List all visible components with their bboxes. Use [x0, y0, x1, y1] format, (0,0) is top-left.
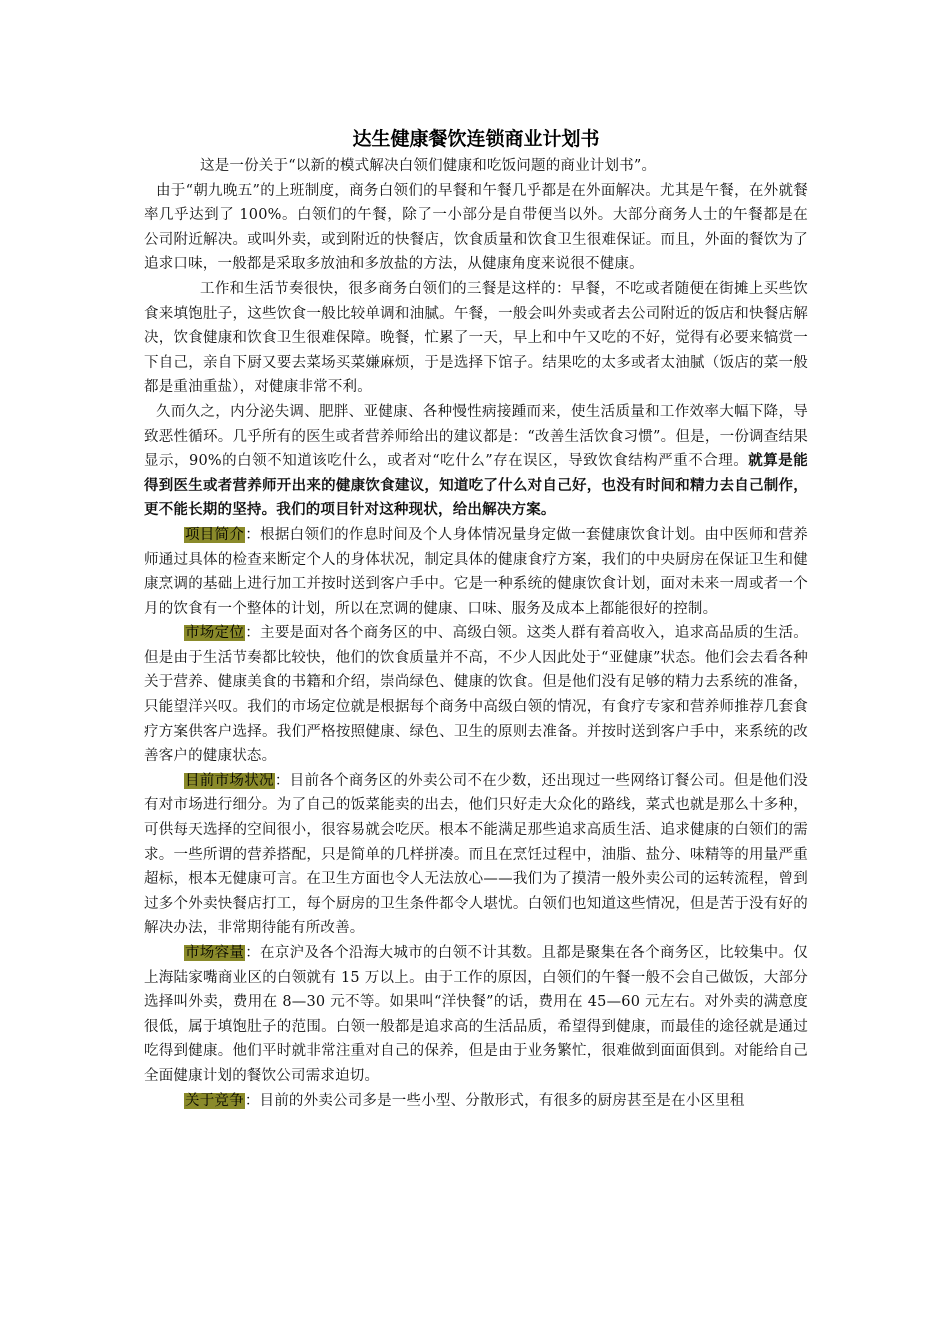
paragraph-1: 由于“朝九晚五”的上班制度，商务白领们的早餐和午餐几乎都是在外面解决。尤其是午餐，在外就餐率几乎达到了 100%。白领们的午餐，除了一小部分是自带便当以外。大部分商务人士的午餐都是在公司附近解决。或叫外卖，或到附近的快餐店，饮食质量和饮食卫生很难保证。而且，外面的餐饮为了追求口味，一般都是采取多放油和多放盐的方法，从健康角度来说很不健康。 — [144, 182, 808, 273]
section-label-highlight: 市场定位 — [185, 625, 245, 642]
paragraph-3-text: 久而久之，内分泌失调、肥胖、亚健康、各种慢性病接踵而来，使生活质量和工作效率大幅下降，导致恶性循环。几乎所有的医生或者营养师给出的建议都是：“改善生活饮食习惯”。但是，一份调查结果显示，90%的白领不知道该吃什么，或者对“吃什么”存在误区，导致饮食结构严重不合理。 — [144, 403, 808, 470]
paragraph-3-bold-text: 就算是能得到医生或者营养师开出来的健康饮食建议，知道吃了什么对自己好，也没有时间和精力去自己制作，更不能长期的坚持。我们的项目针对这种现状，给出解决方案。 — [144, 453, 808, 519]
section-text: ：主要是面对各个商务区的中、高级白领。这类人群有着高收入，追求高品质的生活。但是由于生活节奏都比较快，他们的饮食质量并不高，不少人因此处于“亚健康”状态。他们会去看各种关于营养、健康美食的书籍和介绍，崇尚绿色、健康的饮食。但是他们没有足够的精力去系统的准备，只能望洋兴叹。我们的市场定位就是根据每个商务中高级白领的情况，有食疗专家和营养师推荐几套食疗方案供客户选择。我们严格按照健康、绿色、卫生的原则去准备。并按时送到客户手中，来系统的改善客户的健康状态。 — [144, 625, 808, 765]
section-label-highlight: 市场容量 — [185, 945, 245, 961]
section-project-intro — [144, 523, 808, 621]
section-label-highlight: 项目简介 — [185, 526, 245, 543]
section-text: ：目前各个商务区的外卖公司不在少数，还出现过一些网络订餐公司。但是他们没有对市场进行细分。为了自己的饭菜能卖的出去，他们只好走大众化的路线，菜式也就是那么十多种，可供每天选择的空间很小，很容易就会吃厌。根本不能满足那些追求高质生活、追求健康的白领们的需求。一些所谓的营养搭配，只是简单的几样拼凑。而且在烹饪过程中，油脂、盐分、味精等的用量严重超标，根本无健康可言。在卫生方面也令人无法放心——我们为了摸清一般外卖公司的运转流程，曾到过多个外卖快餐店打工，每个厨房的卫生条件都令人堪忧。白领们也知道这些情况，但是苦于没有好的解决办法，非常期待能有所改善。 — [144, 772, 808, 937]
section-text: ：根据白领们的作息时间及个人身体情况量身定做一套健康饮食计划。由中医师和营养师通过具体的检查来断定个人的身体状况，制定具体的健康食疗方案，我们的中央厨房在保证卫生和健康烹调的基础上进行加工并按时送到客户手中。它是一种系统的健康饮食计划，面对未来一周或者一个月的饮食有一个整体的计划，所以在烹调的健康、口味、服务及成本上都能很好的控制。 — [144, 526, 808, 617]
paragraph-2: 工作和生活节奏很快，很多商务白领们的三餐是这样的：早餐，不吃或者随便在街摊上买些饮食来填饱肚子，这些饮食一般比较单调和油腻。午餐，一般会叫外卖或者去公司附近的饭店和快餐店解决，饮食健康和饮食卫生很难保障。晚餐，忙累了一天，早上和中午又吃的不好，觉得有必要来犒赏一下自己，亲自下厨又要去菜场买菜嫌麻烦，于是选择下馆子。结果吃的太多或者太油腻（饭店的菜一般都是重油重盐），对健康非常不利。 — [144, 280, 808, 396]
section-label-highlight: 目前市场状况 — [185, 772, 274, 789]
section-market-positioning — [144, 621, 808, 769]
intro-paragraph: 这是一份关于“以新的模式解决白领们健康和吃饭问题的商业计划书”。 — [200, 158, 657, 174]
document-body — [144, 126, 808, 1113]
section-market-status — [144, 769, 808, 941]
section-competition — [144, 1089, 808, 1114]
section-market-capacity — [144, 941, 808, 1089]
section-text: ：在京沪及各个沿海大城市的白领不计其数。且都是聚集在各个商务区，比较集中。仅上海陆家嘴商业区的白领就有 15 万以上。由于工作的原因，白领们的午餐一般不会自己做饭，大部分选择叫外卖，费用在 8—30 元不等。如果叫“洋快餐”的话，费用在 45—60 元左右。对外卖的满意度很低，属于填饱肚子的范围。白领一般都是追求高的生活品质，希望得到健康，而最佳的途径就是通过吃得到健康。他们平时就非常注重对自己的保养，但是由于业务繁忙，很难做到面面俱到。对能给自己全面健康计划的餐饮公司需求迫切。 — [144, 945, 808, 1084]
section-text: ：目前的外卖公司多是一些小型、分散形式，有很多的厨房甚至是在小区里租 — [244, 1092, 745, 1109]
document-title: 达生健康餐饮连锁商业计划书 — [352, 128, 600, 150]
paragraph-3 — [144, 400, 808, 523]
section-label-highlight: 关于竞争 — [185, 1092, 244, 1109]
